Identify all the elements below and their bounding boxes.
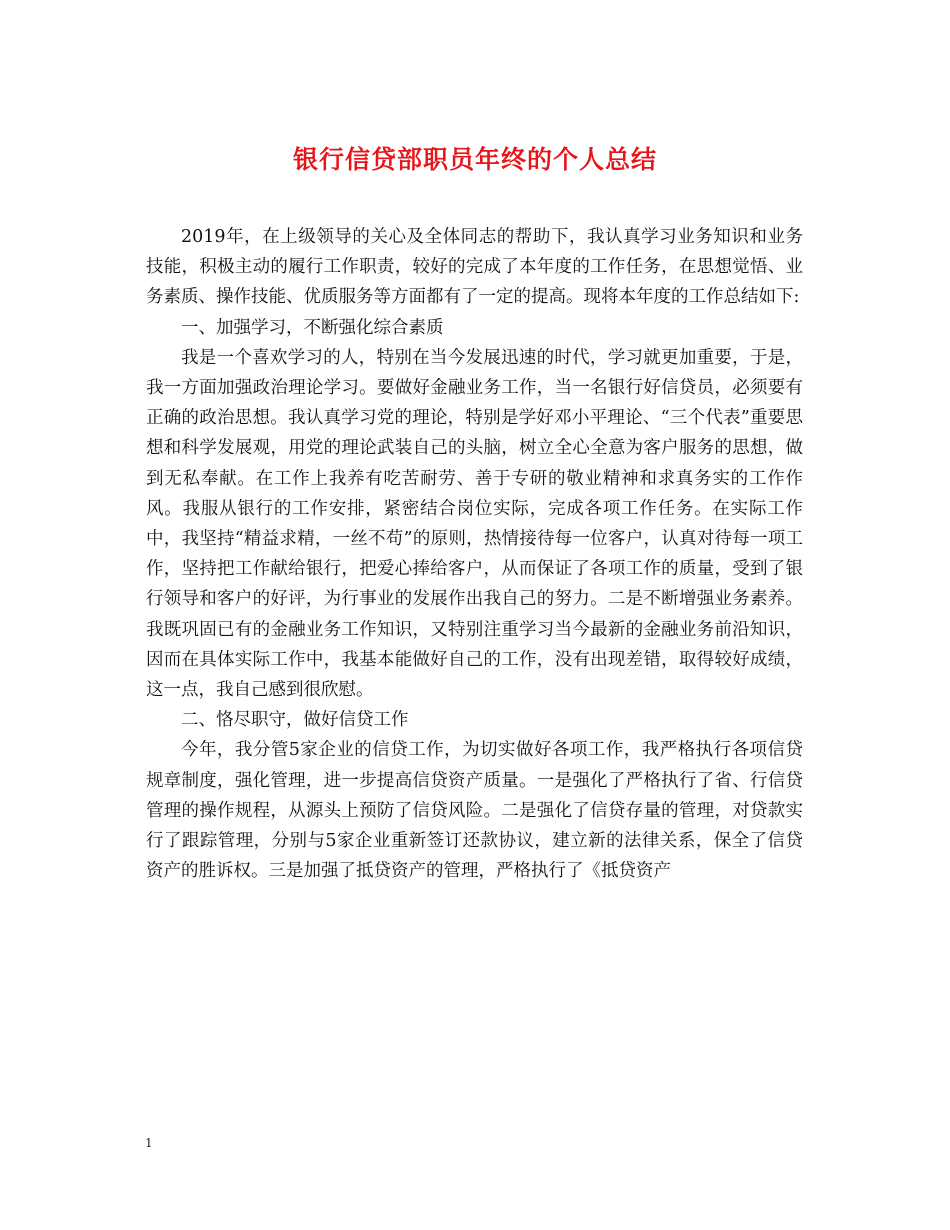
section-heading-1: 一、加强学习，不断强化综合素质 — [181, 317, 444, 338]
paragraph-section-1: 我是一个喜欢学习的人，特别在当今发展迅速的时代，学习就更加重要，于是，我一方面加强政治理论学习。要做好金融业务工作，当一名银行好信贷员，必须要有正确的政治思想。我认真学习党的理论，特别是学好邓小平理论、“三个代表”重要思想和科学发展观，用党的理论武装自己的头脑，树立全心全意为客户服务的思想，做到无私奉献。在工作上我养有吃苦耐劳、善于专研的敬业精神和求真务实的工作作风。我服从银行的工作安排，紧密结合岗位实际，完成各项工作任务。在实际工作中，我坚持“精益求精，一丝不苟”的原则，热情接待每一位客户，认真对待每一项工作，坚持把工作献给银行，把爱心捧给客户，从而保证了各项工作的质量，受到了银行领导和客户的好评，为行事业的发展作出我自己的努力。二是不断增强业务素养。我既巩固已有的金融业务工作知识，又特别注重学习当今最新的金融业务前沿知识，因而在具体实际工作中，我基本能做好自己的工作，没有出现差错，取得较好成绩，这一点，我自己感到很欣慰。 — [146, 347, 803, 701]
section-heading-2: 二、恪尽职守，做好信贷工作 — [181, 710, 409, 731]
document-body — [146, 222, 803, 886]
page-number: 1 — [145, 1136, 153, 1150]
document-title: 银行信贷部职员年终的个人总结 — [292, 145, 657, 174]
paragraph-section-2: 今年，我分管5家企业的信贷工作，为切实做好各项工作，我严格执行各项信贷规章制度，强化管理，进一步提高信贷资产质量。一是强化了严格执行了省、行信贷管理的操作规程，从源头上预防了信贷风险。二是强化了信贷存量的管理，对贷款实行了跟踪管理，分别与5家企业重新签订还款协议，建立新的法律关系，保全了信贷资产的胜诉权。三是加强了抵贷资产的管理，严格执行了《抵贷资产 — [146, 740, 803, 882]
paragraph-intro: 2019年，在上级领导的关心及全体同志的帮助下，我认真学习业务知识和业务技能，积极主动的履行工作职责，较好的完成了本年度的工作任务，在思想觉悟、业务素质、操作技能、优质服务等方面都有了一定的提高。现将本年度的工作总结如下: — [146, 227, 803, 308]
